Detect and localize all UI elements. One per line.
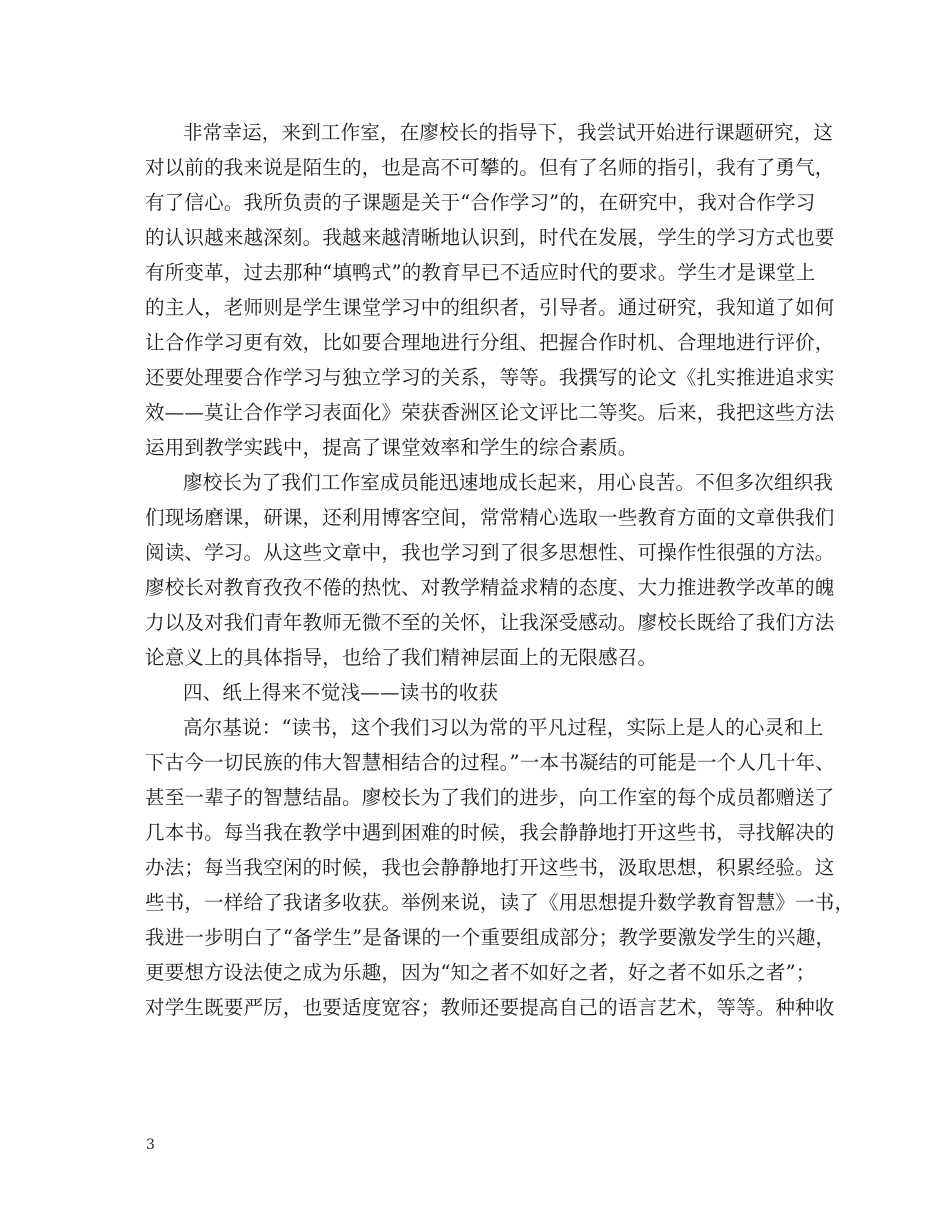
paragraph-1-line-4: 的认识越来越深刻。我越来越清晰地认识到，时代在发展，学生的学习方式也要 <box>145 226 835 249</box>
paragraph-3-line-3: 甚至一辈子的智慧结晶。廖校长为了我们的进步，向工作室的每个成员都赠送了 <box>145 786 835 809</box>
paragraph-1-line-1: 非常幸运，来到工作室，在廖校长的指导下，我尝试开始进行课题研究，这 <box>183 121 834 144</box>
paragraph-1-line-7: 让合作学习更有效，比如要合理地进行分组、把握合作时机、合理地进行评价， <box>145 331 835 354</box>
paragraph-1-line-3: 有了信心。我所负责的子课题是关于“合作学习”的，在研究中，我对合作学习 <box>145 191 816 214</box>
paragraph-3-line-7: 我进一步明白了“备学生”是备课的一个重要组成部分；教学要激发学生的兴趣， <box>145 926 836 949</box>
paragraph-3-line-8: 更要想方设法使之成为乐趣，因为“知之者不如好之者，好之者不如乐之者”； <box>145 961 816 984</box>
paragraph-1-line-10: 运用到教学实践中，提高了课堂效率和学生的综合素质。 <box>145 436 638 459</box>
paragraph-1-line-5: 有所变革，过去那种“填鸭式”的教育早已不适应时代的要求。学生才是课堂上 <box>145 261 816 284</box>
paragraph-3-line-4: 几本书。每当我在教学中遇到困难的时候，我会静静地打开这些书，寻找解决的 <box>145 821 835 844</box>
paragraph-2-line-4: 廖校长对教育孜孜不倦的热忱、对教学精益求精的态度、大力推进教学改革的魄 <box>145 576 835 599</box>
paragraph-3-line-5: 办法；每当我空闲的时候，我也会静静地打开这些书，汲取思想，积累经验。这 <box>145 856 835 879</box>
page-number: 3 <box>146 1137 155 1153</box>
paragraph-2-line-1: 廖校长为了我们工作室成员能迅速地成长起来，用心良苦。不但多次组织我 <box>183 471 834 494</box>
section-heading: 四、纸上得来不觉浅——读书的收获 <box>183 681 499 704</box>
paragraph-2-line-5: 力以及对我们青年教师无微不至的关怀，让我深受感动。廖校长既给了我们方法 <box>145 611 835 634</box>
paragraph-2-line-2: 们现场磨课，研课，还利用博客空间，常常精心选取一些教育方面的文章供我们 <box>145 506 835 529</box>
paragraph-3-line-1: 高尔基说：“读书，这个我们习以为常的平凡过程，实际上是人的心灵和上 <box>183 716 824 739</box>
paragraph-2-line-3: 阅读、学习。从这些文章中，我也学习到了很多思想性、可操作性很强的方法。 <box>145 541 835 564</box>
paragraph-3-line-2: 下古今一切民族的伟大智慧相结合的过程。”一本书凝结的可能是一个人几十年、 <box>145 751 835 774</box>
paragraph-3-line-6: 些书，一样给了我诸多收获。举例来说，读了《用思想提升数学教育智慧》一书， <box>145 891 855 914</box>
paragraph-3-line-9: 对学生既要严厉，也要适度宽容；教师还要提高自己的语言艺术，等等。种种收 <box>145 996 835 1019</box>
paragraph-2-line-6: 论意义上的具体指导，也给了我们精神层面上的无限感召。 <box>145 646 658 669</box>
paragraph-1-line-2: 对以前的我来说是陌生的，也是高不可攀的。但有了名师的指引，我有了勇气， <box>145 156 835 179</box>
paragraph-1-line-9: 效——莫让合作学习表面化》荣获香洲区论文评比二等奖。后来，我把这些方法 <box>145 401 835 424</box>
paragraph-1-line-8: 还要处理要合作学习与独立学习的关系，等等。我撰写的论文《扎实推进追求实 <box>145 366 835 389</box>
paragraph-1-line-6: 的主人，老师则是学生课堂学习中的组织者，引导者。通过研究，我知道了如何 <box>145 296 835 319</box>
